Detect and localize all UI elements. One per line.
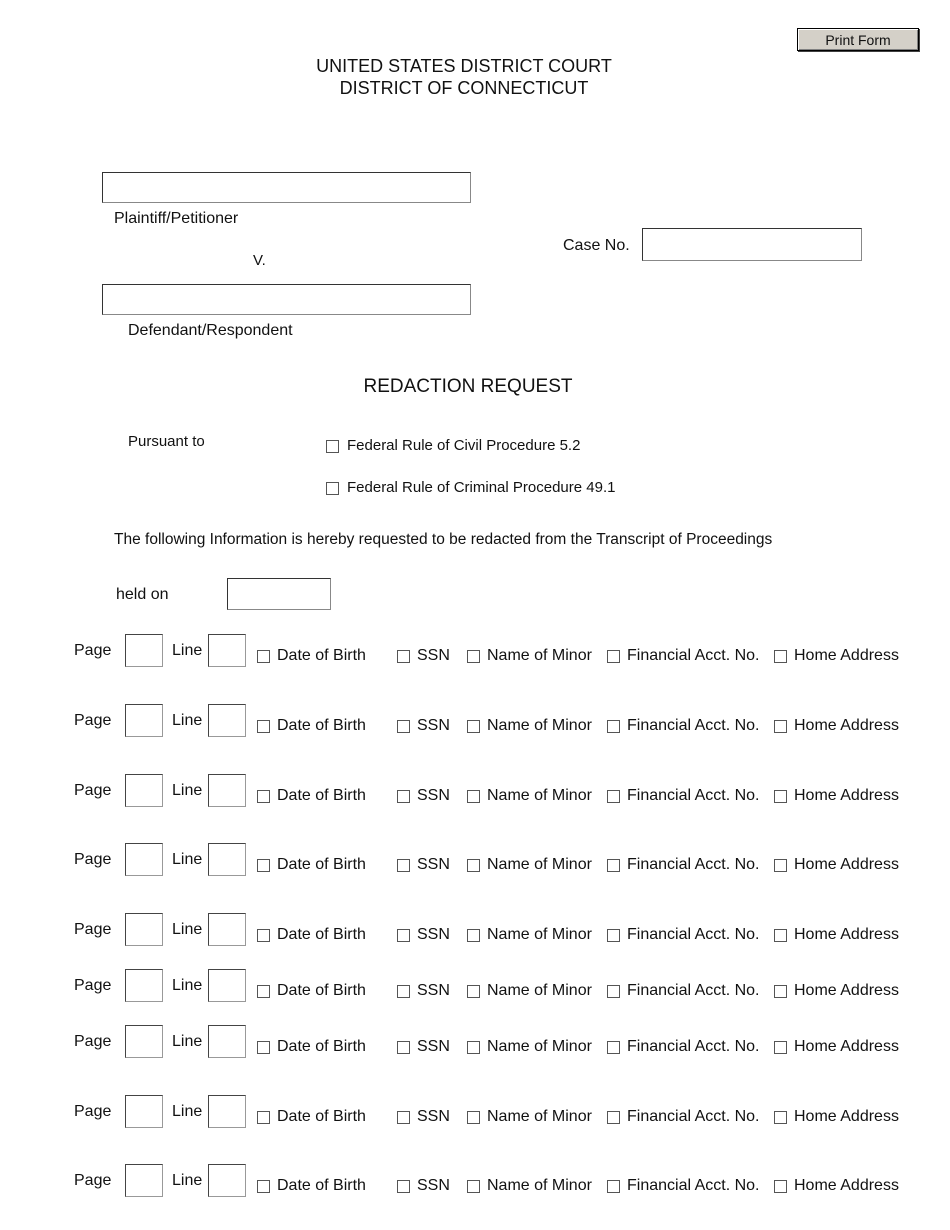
pursuant-label: Pursuant to — [128, 433, 205, 450]
row-financial-acct-no-checkbox[interactable] — [607, 650, 620, 663]
row-ssn-checkbox[interactable] — [397, 720, 410, 733]
row-ssn-checkbox[interactable] — [397, 929, 410, 942]
row-home-address-checkbox[interactable] — [774, 720, 787, 733]
versus-label: V. — [253, 252, 266, 269]
court-name: UNITED STATES DISTRICT COURT — [316, 56, 612, 76]
rule-civil-label: Federal Rule of Civil Procedure 5.2 — [347, 437, 581, 454]
row-line-label: Line — [172, 642, 203, 659]
row-home-address-label: Home Address — [794, 926, 899, 943]
row-page-input[interactable] — [125, 843, 163, 876]
row-date-of-birth-checkbox[interactable] — [257, 790, 270, 803]
row-home-address-label: Home Address — [794, 1108, 899, 1125]
row-name-of-minor-checkbox[interactable] — [467, 1111, 480, 1124]
row-financial-acct-no-checkbox[interactable] — [607, 1041, 620, 1054]
row-ssn-checkbox[interactable] — [397, 1041, 410, 1054]
row-name-of-minor-label: Name of Minor — [487, 1177, 592, 1194]
row-name-of-minor-label: Name of Minor — [487, 787, 592, 804]
row-date-of-birth-label: Date of Birth — [277, 856, 366, 873]
rule-civil-checkbox[interactable] — [326, 440, 339, 453]
row-date-of-birth-label: Date of Birth — [277, 1108, 366, 1125]
row-line-input[interactable] — [208, 704, 246, 737]
row-line-input[interactable] — [208, 843, 246, 876]
row-page-input[interactable] — [125, 634, 163, 667]
row-financial-acct-no-checkbox[interactable] — [607, 929, 620, 942]
row-financial-acct-no-label: Financial Acct. No. — [627, 1108, 760, 1125]
row-ssn-label: SSN — [417, 1038, 450, 1055]
row-name-of-minor-checkbox[interactable] — [467, 790, 480, 803]
row-page-input[interactable] — [125, 969, 163, 1002]
row-financial-acct-no-checkbox[interactable] — [607, 985, 620, 998]
row-financial-acct-no-label: Financial Acct. No. — [627, 856, 760, 873]
row-financial-acct-no-checkbox[interactable] — [607, 1180, 620, 1193]
row-line-label: Line — [172, 921, 203, 938]
row-ssn-label: SSN — [417, 717, 450, 734]
case-no-input[interactable] — [642, 228, 862, 261]
row-date-of-birth-checkbox[interactable] — [257, 1041, 270, 1054]
row-page-label: Page — [74, 977, 112, 994]
row-name-of-minor-checkbox[interactable] — [467, 859, 480, 872]
row-home-address-label: Home Address — [794, 787, 899, 804]
row-ssn-checkbox[interactable] — [397, 859, 410, 872]
row-ssn-label: SSN — [417, 926, 450, 943]
row-line-label: Line — [172, 851, 203, 868]
row-date-of-birth-label: Date of Birth — [277, 647, 366, 664]
row-home-address-checkbox[interactable] — [774, 1041, 787, 1054]
row-name-of-minor-checkbox[interactable] — [467, 720, 480, 733]
row-ssn-checkbox[interactable] — [397, 1111, 410, 1124]
form-title: REDACTION REQUEST — [363, 376, 573, 397]
row-date-of-birth-label: Date of Birth — [277, 1038, 366, 1055]
row-date-of-birth-checkbox[interactable] — [257, 859, 270, 872]
row-name-of-minor-checkbox[interactable] — [467, 1180, 480, 1193]
row-home-address-label: Home Address — [794, 647, 899, 664]
row-page-label: Page — [74, 1103, 112, 1120]
row-line-input[interactable] — [208, 1095, 246, 1128]
held-on-label: held on — [116, 586, 169, 603]
row-ssn-label: SSN — [417, 787, 450, 804]
row-financial-acct-no-checkbox[interactable] — [607, 859, 620, 872]
row-name-of-minor-label: Name of Minor — [487, 926, 592, 943]
row-ssn-label: SSN — [417, 982, 450, 999]
row-financial-acct-no-label: Financial Acct. No. — [627, 926, 760, 943]
row-date-of-birth-checkbox[interactable] — [257, 929, 270, 942]
row-line-label: Line — [172, 712, 203, 729]
court-district: DISTRICT OF CONNECTICUT — [339, 78, 589, 98]
row-home-address-checkbox[interactable] — [774, 790, 787, 803]
defendant-input[interactable] — [102, 284, 471, 315]
row-page-label: Page — [74, 712, 112, 729]
row-page-label: Page — [74, 642, 112, 659]
row-line-label: Line — [172, 782, 203, 799]
row-page-label: Page — [74, 921, 112, 938]
row-date-of-birth-label: Date of Birth — [277, 717, 366, 734]
row-home-address-checkbox[interactable] — [774, 929, 787, 942]
row-home-address-label: Home Address — [794, 1038, 899, 1055]
row-name-of-minor-label: Name of Minor — [487, 982, 592, 999]
row-name-of-minor-checkbox[interactable] — [467, 650, 480, 663]
row-page-label: Page — [74, 851, 112, 868]
row-home-address-checkbox[interactable] — [774, 650, 787, 663]
row-ssn-checkbox[interactable] — [397, 790, 410, 803]
row-date-of-birth-label: Date of Birth — [277, 1177, 366, 1194]
row-page-label: Page — [74, 1033, 112, 1050]
row-line-input[interactable] — [208, 969, 246, 1002]
case-no-label: Case No. — [563, 237, 630, 254]
row-page-input[interactable] — [125, 913, 163, 946]
row-home-address-label: Home Address — [794, 856, 899, 873]
row-date-of-birth-checkbox[interactable] — [257, 720, 270, 733]
row-financial-acct-no-checkbox[interactable] — [607, 720, 620, 733]
row-line-input[interactable] — [208, 634, 246, 667]
row-date-of-birth-label: Date of Birth — [277, 787, 366, 804]
statement-text: The following Information is hereby requested to be redacted from the Transcript of Proceedings — [114, 531, 773, 548]
row-line-input[interactable] — [208, 774, 246, 807]
rule-criminal-label: Federal Rule of Criminal Procedure 49.1 — [347, 479, 616, 496]
row-ssn-label: SSN — [417, 1177, 450, 1194]
row-financial-acct-no-label: Financial Acct. No. — [627, 1038, 760, 1055]
row-home-address-checkbox[interactable] — [774, 1111, 787, 1124]
row-home-address-label: Home Address — [794, 1177, 899, 1194]
row-home-address-checkbox[interactable] — [774, 1180, 787, 1193]
row-ssn-label: SSN — [417, 856, 450, 873]
row-date-of-birth-label: Date of Birth — [277, 926, 366, 943]
row-line-label: Line — [172, 1103, 203, 1120]
row-financial-acct-no-checkbox[interactable] — [607, 1111, 620, 1124]
row-name-of-minor-checkbox[interactable] — [467, 1041, 480, 1054]
row-name-of-minor-label: Name of Minor — [487, 647, 592, 664]
row-page-input[interactable] — [125, 1164, 163, 1197]
row-home-address-checkbox[interactable] — [774, 859, 787, 872]
row-ssn-checkbox[interactable] — [397, 1180, 410, 1193]
defendant-label: Defendant/Respondent — [128, 322, 293, 339]
row-financial-acct-no-checkbox[interactable] — [607, 790, 620, 803]
row-page-label: Page — [74, 1172, 112, 1189]
row-date-of-birth-checkbox[interactable] — [257, 1111, 270, 1124]
row-date-of-birth-label: Date of Birth — [277, 982, 366, 999]
row-line-label: Line — [172, 1172, 203, 1189]
row-name-of-minor-checkbox[interactable] — [467, 985, 480, 998]
row-name-of-minor-label: Name of Minor — [487, 1108, 592, 1125]
row-date-of-birth-checkbox[interactable] — [257, 985, 270, 998]
row-financial-acct-no-label: Financial Acct. No. — [627, 982, 760, 999]
row-name-of-minor-label: Name of Minor — [487, 717, 592, 734]
row-line-input[interactable] — [208, 1164, 246, 1197]
row-line-input[interactable] — [208, 913, 246, 946]
row-ssn-label: SSN — [417, 1108, 450, 1125]
row-page-input[interactable] — [125, 774, 163, 807]
row-date-of-birth-checkbox[interactable] — [257, 650, 270, 663]
row-financial-acct-no-label: Financial Acct. No. — [627, 717, 760, 734]
row-page-input[interactable] — [125, 1025, 163, 1058]
row-date-of-birth-checkbox[interactable] — [257, 1180, 270, 1193]
row-ssn-checkbox[interactable] — [397, 985, 410, 998]
plaintiff-label: Plaintiff/Petitioner — [114, 210, 239, 227]
row-page-input[interactable] — [125, 704, 163, 737]
row-line-label: Line — [172, 1033, 203, 1050]
rule-criminal-checkbox[interactable] — [326, 482, 339, 495]
row-name-of-minor-label: Name of Minor — [487, 1038, 592, 1055]
row-name-of-minor-checkbox[interactable] — [467, 929, 480, 942]
row-financial-acct-no-label: Financial Acct. No. — [627, 1177, 760, 1194]
row-page-label: Page — [74, 782, 112, 799]
row-financial-acct-no-label: Financial Acct. No. — [627, 787, 760, 804]
row-ssn-label: SSN — [417, 647, 450, 664]
row-line-label: Line — [172, 977, 203, 994]
row-home-address-label: Home Address — [794, 982, 899, 999]
row-line-input[interactable] — [208, 1025, 246, 1058]
row-home-address-label: Home Address — [794, 717, 899, 734]
held-on-input[interactable] — [227, 578, 331, 610]
row-page-input[interactable] — [125, 1095, 163, 1128]
row-ssn-checkbox[interactable] — [397, 650, 410, 663]
row-home-address-checkbox[interactable] — [774, 985, 787, 998]
print-form-button[interactable]: Print Form — [797, 28, 919, 51]
plaintiff-input[interactable] — [102, 172, 471, 203]
row-financial-acct-no-label: Financial Acct. No. — [627, 647, 760, 664]
row-name-of-minor-label: Name of Minor — [487, 856, 592, 873]
